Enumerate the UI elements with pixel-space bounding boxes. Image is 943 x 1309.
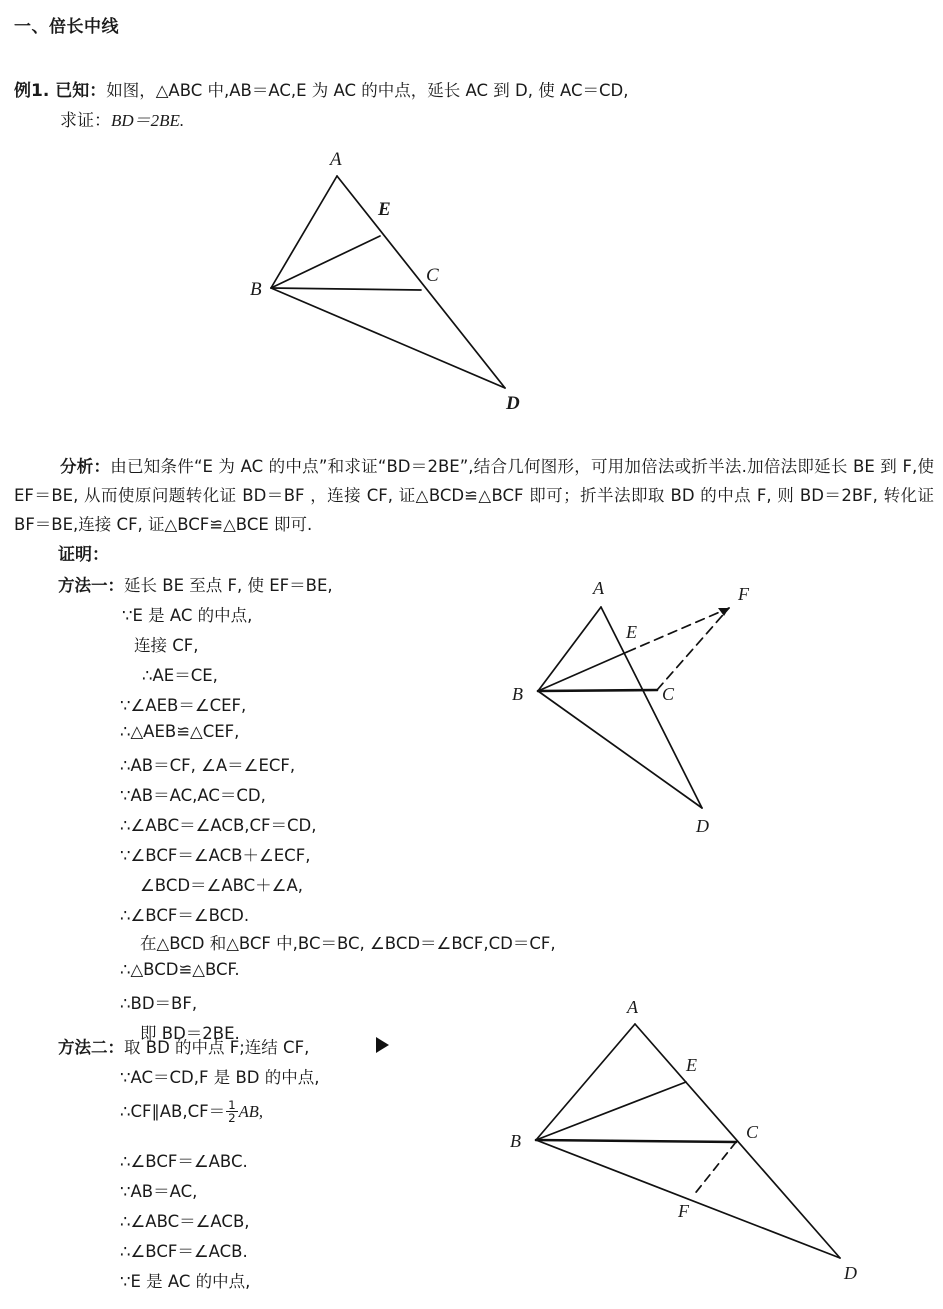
figure-1-label-D: D: [506, 393, 520, 414]
method-one-line-0: [58, 572, 333, 596]
method-one-line-15: 即 BD＝2BE.: [140, 1024, 240, 1043]
figure-1-svg: [240, 145, 540, 425]
segment-bc: [538, 690, 657, 691]
analysis-label: 分析：: [60, 457, 111, 476]
segment-bd: [536, 1140, 840, 1258]
method-two-line-2: [120, 1098, 263, 1124]
method-one-line-5: ∴△AEB≌△CEF,: [120, 722, 240, 741]
method-two-line-3: ∴∠BCF＝∠ABC.: [120, 1152, 248, 1171]
segment-bd: [538, 691, 702, 808]
figure-1-label-C: C: [426, 265, 439, 286]
method-one-line-10: ∠BCD＝∠ABC＋∠A,: [140, 876, 304, 895]
method-one-line-1: ∵E 是 AC 的中点,: [122, 606, 253, 625]
method-one-line-7: ∵AB＝AC,AC＝CD,: [120, 786, 266, 805]
method-one-line-14: ∴BD＝BF,: [120, 994, 198, 1013]
figure-1-label-B: B: [250, 279, 262, 300]
segment-cf-dashed: [693, 1142, 736, 1196]
segment-ab: [536, 1024, 635, 1140]
method-two-line-1: ∵AC＝CD,F 是 BD 的中点,: [120, 1068, 320, 1087]
method-one-line-11: ∴∠BCF＝∠BCD.: [120, 906, 250, 925]
problem-text-line-1: 如图，△ABC 中,AB＝AC,E 为 AC 的中点，延长 AC 到 D, 使 AC＝CD,: [106, 81, 629, 100]
segment-cf-dashed: [657, 608, 729, 690]
figure-3-label-C: C: [746, 1122, 759, 1142]
proof-label: 证明：: [58, 545, 109, 565]
analysis-text: 由已知条件“E 为 AC 的中点”和求证“BD＝2BE”,结合几何图形，可用加倍法或折半法.加倍法即延长 BE 到 F,使 EF＝BE, 从而使原问题转化证 BD＝BF ，连接 CF, 证△BCD≌△BCF 即可；折半法即取 BD 的中点 F, 则 BD＝2BF, 转化证 BF＝BE,连接 CF, 证△BCF≌△BCE 即可.: [14, 457, 935, 534]
segment-be: [271, 236, 380, 288]
segment-ab: [271, 176, 337, 288]
fraction-denominator: 2: [228, 1110, 236, 1125]
segment-be: [538, 652, 627, 691]
segment-a-to-d: [601, 607, 702, 808]
figure-2-label-F: F: [738, 584, 749, 604]
method-one-line-8: ∴∠ABC＝∠ACB,CF＝CD,: [120, 816, 317, 835]
figure-2-label-B: B: [512, 684, 523, 704]
method-one-line-3: ∴AE＝CE,: [142, 666, 218, 685]
figure-3-svg: [500, 995, 900, 1295]
method-two-label: 方法二：: [58, 1038, 124, 1057]
method-one-line-2: 连接 CF,: [134, 636, 199, 655]
method-two-line-0: [58, 1034, 309, 1058]
method-two-first-step: 取 BD 的中点 F;连结 CF,: [124, 1038, 310, 1057]
method-two-line-7: ∵E 是 AC 的中点,: [120, 1272, 251, 1291]
fraction-numerator: 1: [228, 1097, 236, 1112]
method-one-line-13: ∴△BCD≌△BCF.: [120, 960, 240, 979]
method-two-line-4: ∵AB＝AC,: [120, 1182, 198, 1201]
segment-bd: [271, 288, 505, 388]
method-one-line-6: ∴AB＝CF, ∠A＝∠ECF,: [120, 756, 296, 775]
method-two-step-ab-suffix: AB,: [238, 1102, 263, 1121]
play-triangle-icon: [376, 1037, 389, 1053]
problem-goal-text: BD＝2BE.: [111, 111, 185, 130]
figure-1-label-E: E: [378, 199, 391, 220]
method-one-line-9: ∵∠BCF＝∠ACB＋∠ECF,: [120, 846, 311, 865]
problem-statement-line-1: [14, 76, 628, 101]
figure-2-label-A: A: [593, 578, 604, 598]
method-two-line-5: ∴∠ABC＝∠ACB,: [120, 1212, 250, 1231]
figure-3-label-A: A: [627, 997, 638, 1017]
segment-a-to-d: [337, 176, 505, 388]
section-heading: 一、倍长中线: [14, 17, 119, 37]
segment-bc: [536, 1140, 736, 1142]
segment-be: [536, 1082, 686, 1140]
figure-3-label-E: E: [686, 1055, 697, 1075]
figure-3-label-B: B: [510, 1131, 521, 1151]
method-one-line-12: 在△BCD 和△BCF 中,BC＝BC, ∠BCD＝∠BCF,CD＝CF,: [140, 934, 556, 953]
problem-label: 例1. 已知：: [14, 81, 107, 101]
figure-3-label-F: F: [678, 1201, 689, 1221]
method-two-step-cf-parallel: ∴CF∥AB,CF＝: [120, 1102, 226, 1121]
figure-2-svg: [480, 572, 800, 842]
figure-1-label-A: A: [330, 149, 342, 170]
arrowhead-f-icon: [718, 608, 729, 616]
figure-1-triangle-abc: [240, 145, 540, 425]
fraction-one-half: [226, 1099, 238, 1124]
figure-3-label-D: D: [844, 1263, 857, 1283]
problem-statement-line-2: [60, 106, 184, 131]
figure-2-label-D: D: [696, 816, 709, 836]
segment-ef-dashed: [627, 608, 729, 652]
method-one-label: 方法一：: [58, 576, 124, 595]
method-one-line-4: ∵∠AEB＝∠CEF,: [120, 696, 247, 715]
method-one-step-0: 延长 BE 至点 F, 使 EF＝BE,: [124, 576, 333, 595]
figure-2-label-C: C: [662, 684, 675, 704]
segment-bc: [271, 288, 421, 290]
figure-2-triangle-with-f: [480, 572, 800, 842]
method-two-line-6: ∴∠BCF＝∠ACB.: [120, 1242, 248, 1261]
figure-3-triangle-with-midpoint-f: [500, 995, 900, 1295]
problem-goal-label: 求证：: [60, 111, 111, 131]
segment-ab: [538, 607, 601, 691]
figure-2-label-E: E: [626, 622, 637, 642]
analysis-paragraph: [14, 452, 934, 539]
